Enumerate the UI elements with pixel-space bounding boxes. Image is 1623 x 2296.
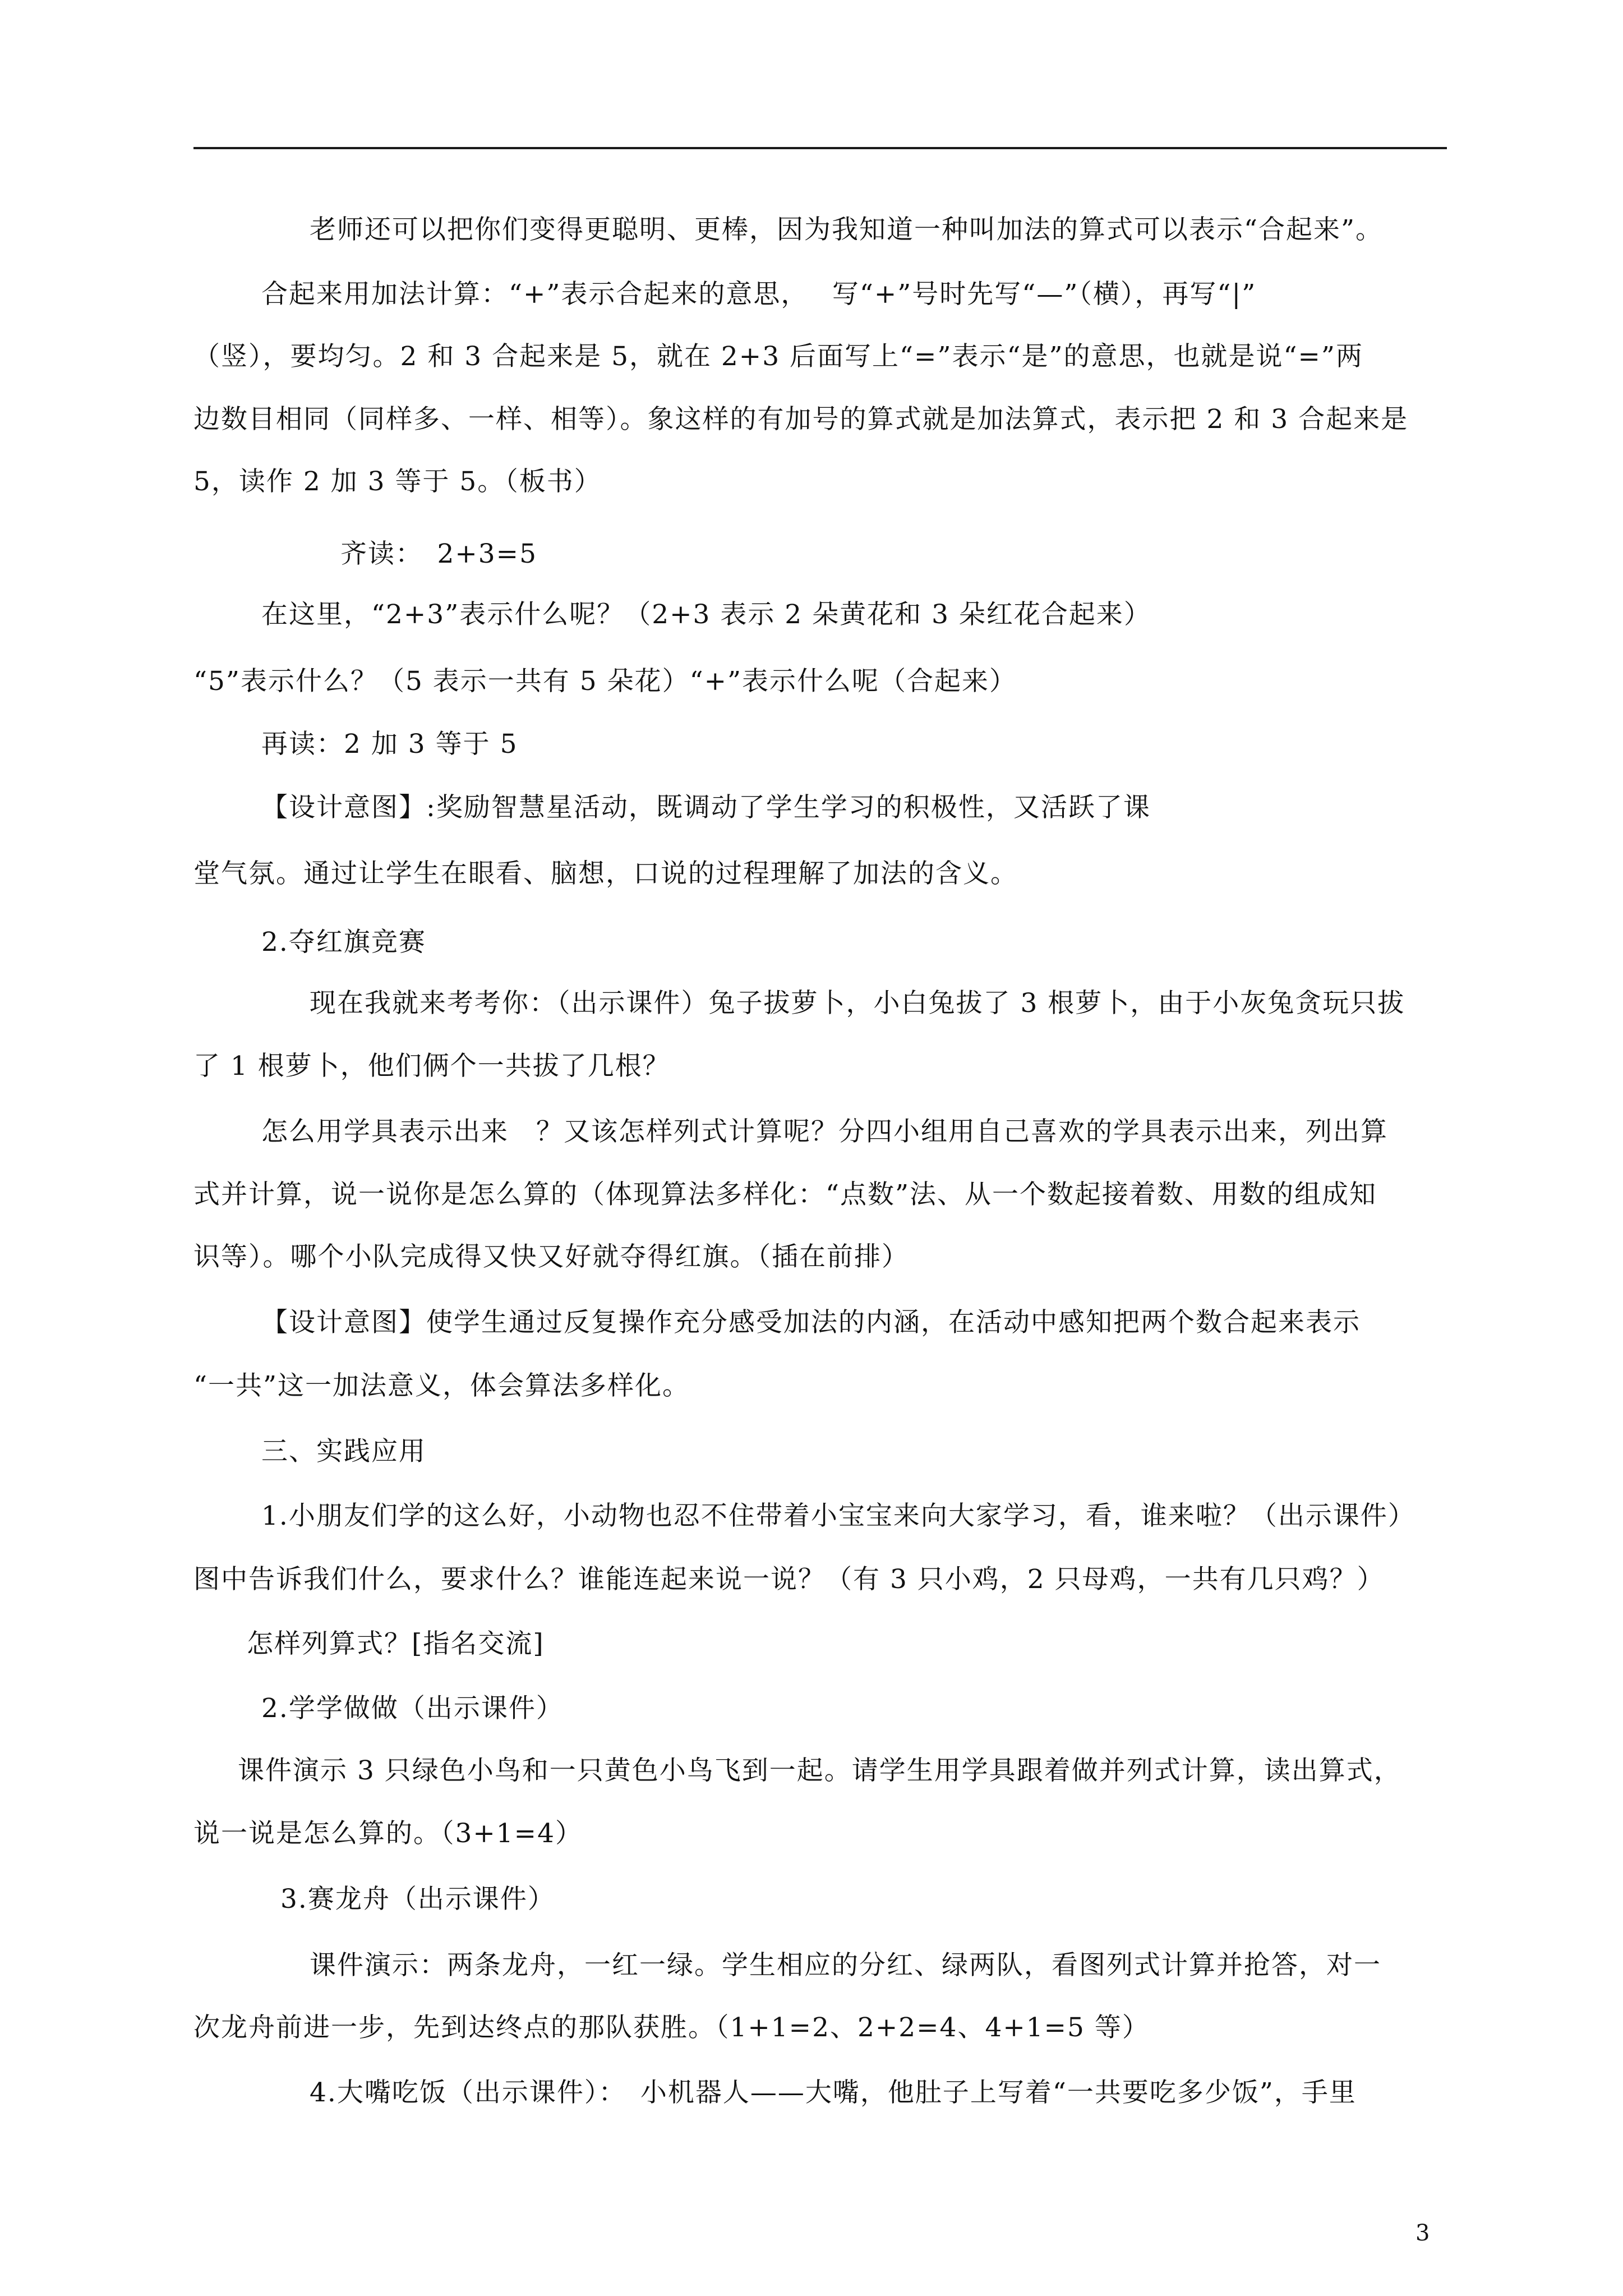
text-line: 老师还可以把你们变得更聪明、更棒，因为我知道一种叫加法的算式可以表示“合起来”。 <box>310 214 1384 245</box>
page-number: 3 <box>1415 2220 1430 2246</box>
text-line: 怎么用学具表示出来 ？又该怎样列式计算呢？分四小组用自己喜欢的学具表示出来，列出算 <box>261 1116 1388 1147</box>
text-line: 次龙舟前进一步，先到达终点的那队获胜。（1+1=2、2+2=4、4+1=5 等） <box>193 2012 1150 2043</box>
text-line: 三、实践应用 <box>261 1436 426 1467</box>
text-line: 堂气氛。通过让学生在眼看、脑想，口说的过程理解了加法的含义。 <box>193 858 1018 889</box>
header-rule <box>193 147 1447 149</box>
text-line: （竖），要均匀。2 和 3 合起来是 5，就在 2+3 后面写上“=”表示“是”的意思，也就是说“=”两 <box>193 341 1363 372</box>
text-line: “一共”这一加法意义，体会算法多样化。 <box>193 1370 690 1401</box>
text-line: 齐读： 2+3=5 <box>340 539 537 569</box>
text-line: 4.大嘴吃饭（出示课件）： 小机器人——大嘴，他肚子上写着“一共要吃多少饭”，手里 <box>310 2077 1357 2108</box>
text-line: 式并计算，说一说你是怎么算的（体现算法多样化：“点数”法、从一个数起接着数、用数的组成知 <box>193 1179 1377 1210</box>
text-line: 【设计意图】使学生通过反复操作充分感受加法的内涵，在活动中感知把两个数合起来表示 <box>261 1307 1361 1338</box>
text-line: 【设计意图】:奖励智慧星活动，既调动了学生学习的积极性，又活跃了课 <box>261 792 1151 823</box>
text-line: 现在我就来考考你：（出示课件）兔子拔萝卜，小白兔拔了 3 根萝卜，由于小灰兔贪玩只拔 <box>310 988 1405 1019</box>
text-line: 识等）。哪个小队完成得又快又好就夺得红旗。（插在前排） <box>193 1241 909 1272</box>
text-line: 3.赛龙舟（出示课件） <box>280 1884 555 1915</box>
text-line: 怎样列算式？[指名交流] <box>247 1628 545 1659</box>
text-line: 2.夺红旗竞赛 <box>261 927 426 958</box>
text-line: 边数目相同（同样多、一样、相等）。象这样的有加号的算式就是加法算式，表示把 2 和 3 合起来是 <box>193 404 1409 435</box>
text-line: 2.学学做做（出示课件） <box>261 1693 564 1724</box>
text-line: 了 1 根萝卜，他们俩个一共拔了几根？ <box>193 1051 670 1082</box>
text-line: 在这里，“2+3”表示什么呢？（2+3 表示 2 朵黄花和 3 朵红花合起来） <box>261 599 1151 630</box>
text-line: “5”表示什么？（5 表示一共有 5 朵花）“+”表示什么呢（合起来） <box>193 666 1017 697</box>
text-line: 合起来用加法计算：“+”表示合起来的意思， 写“+”号时先写“—”（横），再写“|” <box>261 279 1257 310</box>
text-line: 课件演示 3 只绿色小鸟和一只黄色小鸟飞到一起。请学生用学具跟着做并列式计算，读出算式， <box>238 1755 1401 1786</box>
text-line: 再读：2 加 3 等于 5 <box>261 729 518 760</box>
text-line: 课件演示：两条龙舟，一红一绿。学生相应的分红、绿两队，看图列式计算并抢答，对一 <box>310 1950 1381 1981</box>
text-line: 5，读作 2 加 3 等于 5。（板书） <box>193 466 602 497</box>
text-line: 说一说是怎么算的。（3+1=4） <box>193 1818 583 1849</box>
text-line: 1.小朋友们学的这么好，小动物也忍不住带着小宝宝来向大家学习，看，谁来啦？（出示课件） <box>261 1501 1415 1531</box>
text-line: 图中告诉我们什么，要求什么？谁能连起来说一说？（有 3 只小鸡，2 只母鸡，一共有几只鸡？） <box>193 1564 1385 1595</box>
